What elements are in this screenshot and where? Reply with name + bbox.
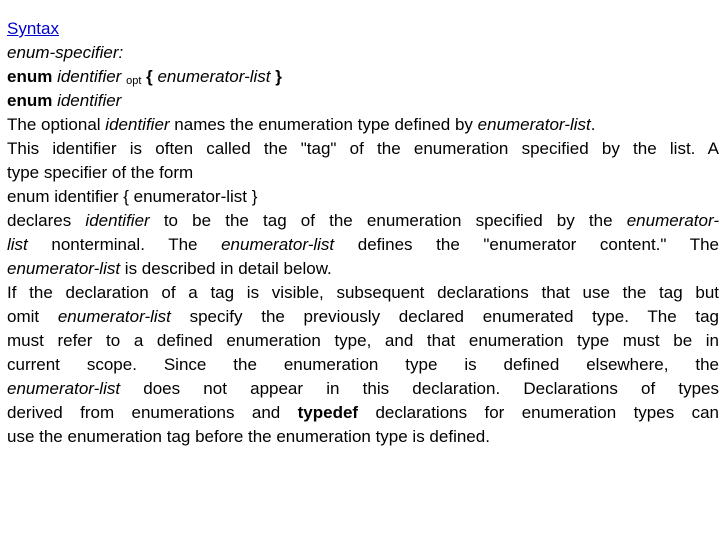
- grammar-rule-2: [7, 89, 719, 113]
- paragraph-3-line-6: [7, 401, 719, 425]
- typedef-keyword: typedef: [297, 403, 359, 422]
- enumerator-list-term: enumerator-list: [221, 235, 335, 254]
- enumerator-list-term: enumerator-list: [7, 259, 121, 278]
- close-brace: }: [275, 67, 282, 86]
- identifier-term: identifier: [57, 91, 122, 110]
- grammar-label-line: [7, 41, 719, 65]
- text-run: names the enumeration type defined by: [169, 115, 478, 134]
- identifier-term: identifier: [57, 67, 122, 86]
- syntax-heading-line: [7, 17, 719, 41]
- syntax-link[interactable]: Syntax: [7, 19, 59, 38]
- paragraph-1-line-3: type specifier of the form: [7, 163, 194, 182]
- enum-keyword: enum: [7, 91, 53, 110]
- paragraph-2-line-2: [7, 233, 719, 257]
- paragraph-3-line-4: current scope. Since the enumeration type is defined elsewhere, the: [7, 355, 719, 374]
- enumerator-list-term: enumerator-list: [477, 115, 591, 134]
- enum-specifier-label: enum-specifier:: [7, 43, 124, 62]
- opt-subscript: opt: [126, 75, 142, 87]
- enumerator-list-term: enumerator-: [626, 211, 719, 230]
- identifier-term: identifier: [85, 211, 150, 230]
- text-run: nonterminal. The: [27, 235, 222, 254]
- paragraph-3-line-2: [7, 305, 719, 329]
- grammar-rule-1: [7, 65, 719, 89]
- enumerator-list-term: list: [7, 235, 28, 254]
- example-declaration: enum identifier { enumerator-list }: [7, 187, 258, 206]
- paragraph-3-line-7: use the enumeration tag before the enumeration type is defined.: [7, 427, 490, 446]
- text-run: specify the previously declared enumerated type. The tag: [170, 307, 719, 326]
- paragraph-3-line-5: [7, 377, 719, 401]
- paragraph-3-line-1: If the declaration of a tag is visible, subsequent declarations that use the tag but: [7, 283, 719, 302]
- enumerator-list-term: enumerator-list: [57, 307, 171, 326]
- text-run: to be the tag of the enumeration specified by the: [149, 211, 627, 230]
- text-run: does not appear in this declaration. Declarations of types: [120, 379, 719, 398]
- enum-keyword: enum: [7, 67, 53, 86]
- text-run: is described in detail below.: [120, 259, 332, 278]
- text-run: omit: [7, 307, 58, 326]
- paragraph-1-line-2: This identifier is often called the "tag" of the enumeration specified by the list. A: [7, 139, 719, 158]
- identifier-term: identifier: [105, 115, 170, 134]
- paragraph-2-line-1: [7, 209, 719, 233]
- text-run: declares: [7, 211, 86, 230]
- text-run: The optional: [7, 115, 106, 134]
- enumerator-list-term: enumerator-list: [7, 379, 121, 398]
- document-body: [7, 17, 719, 449]
- text-run: defines the "enumerator content." The: [334, 235, 719, 254]
- text-run: derived from enumerations and: [7, 403, 298, 422]
- paragraph-3-line-3: must refer to a defined enumeration type, and that enumeration type must be in: [7, 331, 719, 350]
- paragraph-2-line-3: [7, 257, 719, 281]
- open-brace: {: [146, 67, 153, 86]
- text-run: .: [590, 115, 596, 134]
- paragraph-1-line-1: [7, 113, 719, 137]
- text-run: declarations for enumeration types can: [358, 403, 719, 422]
- enumerator-list-term: enumerator-list: [157, 67, 271, 86]
